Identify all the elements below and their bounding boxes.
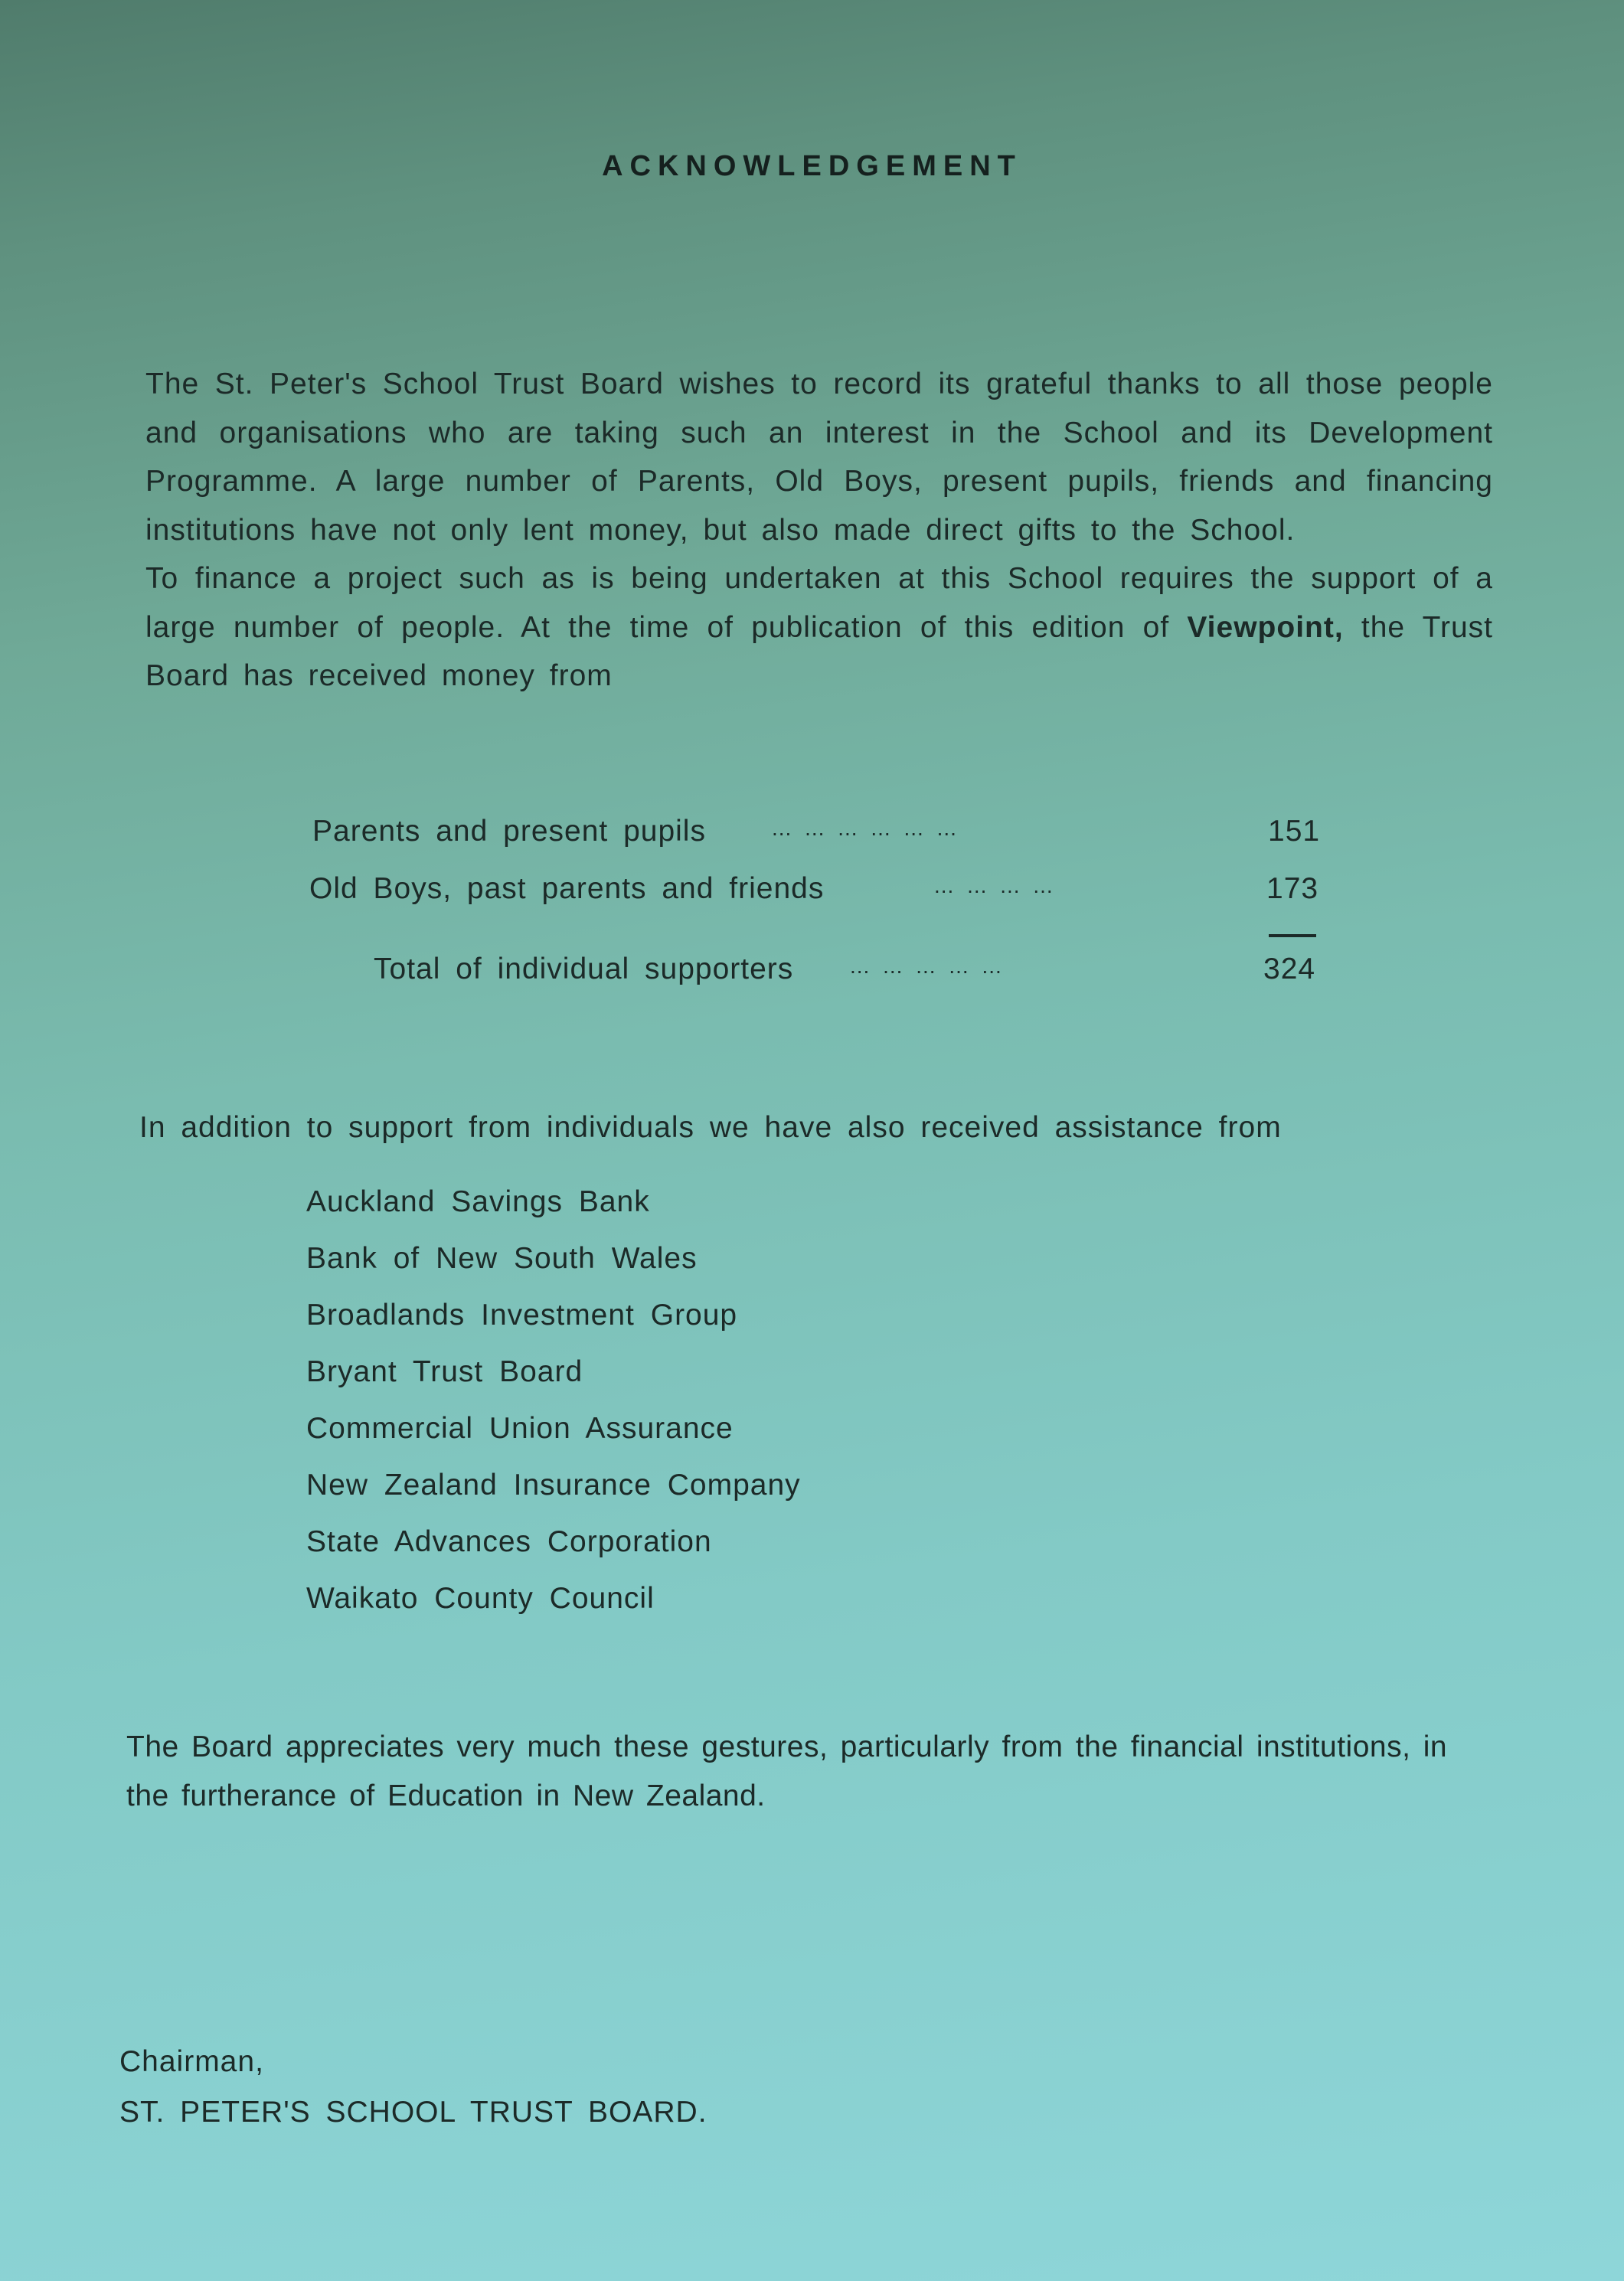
tally-value: 151 bbox=[1268, 815, 1321, 848]
signature-block bbox=[119, 2037, 707, 2138]
leader-dots: ... ... ... ... ... bbox=[850, 954, 1002, 978]
tally-value: 324 bbox=[1263, 953, 1316, 985]
intro-paragraph-2 bbox=[145, 554, 1493, 701]
tally-label: Total of individual supporters bbox=[374, 953, 794, 985]
total-rule bbox=[1269, 934, 1316, 937]
list-item: Waikato County Council bbox=[306, 1582, 655, 1615]
additional-support-text: In addition to support from individuals we have also received assistance from bbox=[139, 1111, 1282, 1144]
list-item: Bryant Trust Board bbox=[306, 1355, 583, 1388]
tally-label: Parents and present pupils bbox=[312, 815, 706, 848]
leader-dots: ... ... ... ... bbox=[934, 874, 1054, 897]
list-item: Bank of New South Wales bbox=[306, 1242, 698, 1275]
closing-text bbox=[126, 1723, 1489, 1821]
institution-list bbox=[306, 1174, 801, 1627]
tally-label: Old Boys, past parents and friends bbox=[309, 872, 825, 905]
list-item: Auckland Savings Bank bbox=[306, 1185, 650, 1218]
publication-name: Viewpoint, bbox=[1187, 610, 1344, 644]
signatory-role: Chairman, bbox=[119, 2045, 264, 2078]
leader-dots: ... ... ... ... ... ... bbox=[772, 816, 957, 840]
list-item: New Zealand Insurance Company bbox=[306, 1469, 801, 1502]
intro-paragraph-1: The St. Peter's School Trust Board wishes to record its grateful thanks to all those people and organisations who are taking such an interest in the School and its Development Programme. A large number of Parents, Old Boys, present pupils, friends and financing institutions have not only lent money, but also made direct gifts to the School. bbox=[145, 368, 1493, 547]
list-item: Commercial Union Assurance bbox=[306, 1412, 734, 1445]
intro-paragraph-2-start: To finance a project such as is being undertaken at this School requires the support of a large number of people. At the time of publication of this edition of bbox=[145, 562, 1493, 644]
signatory-organisation: ST. PETER'S SCHOOL TRUST BOARD. bbox=[119, 2096, 707, 2129]
tally-value: 173 bbox=[1266, 872, 1319, 905]
page-title: ACKNOWLEDGEMENT bbox=[602, 150, 1022, 182]
list-item: State Advances Corporation bbox=[306, 1525, 712, 1558]
closing-paragraph: The Board appreciates very much these gestures, particularly from the financial institutions, in the furtherance of Education in New Zealand. bbox=[126, 1730, 1448, 1812]
list-item: Broadlands Investment Group bbox=[306, 1299, 738, 1332]
intro-text bbox=[145, 360, 1493, 701]
intro-paragraph-2-end: the Trust Board has received money from bbox=[145, 610, 1493, 692]
